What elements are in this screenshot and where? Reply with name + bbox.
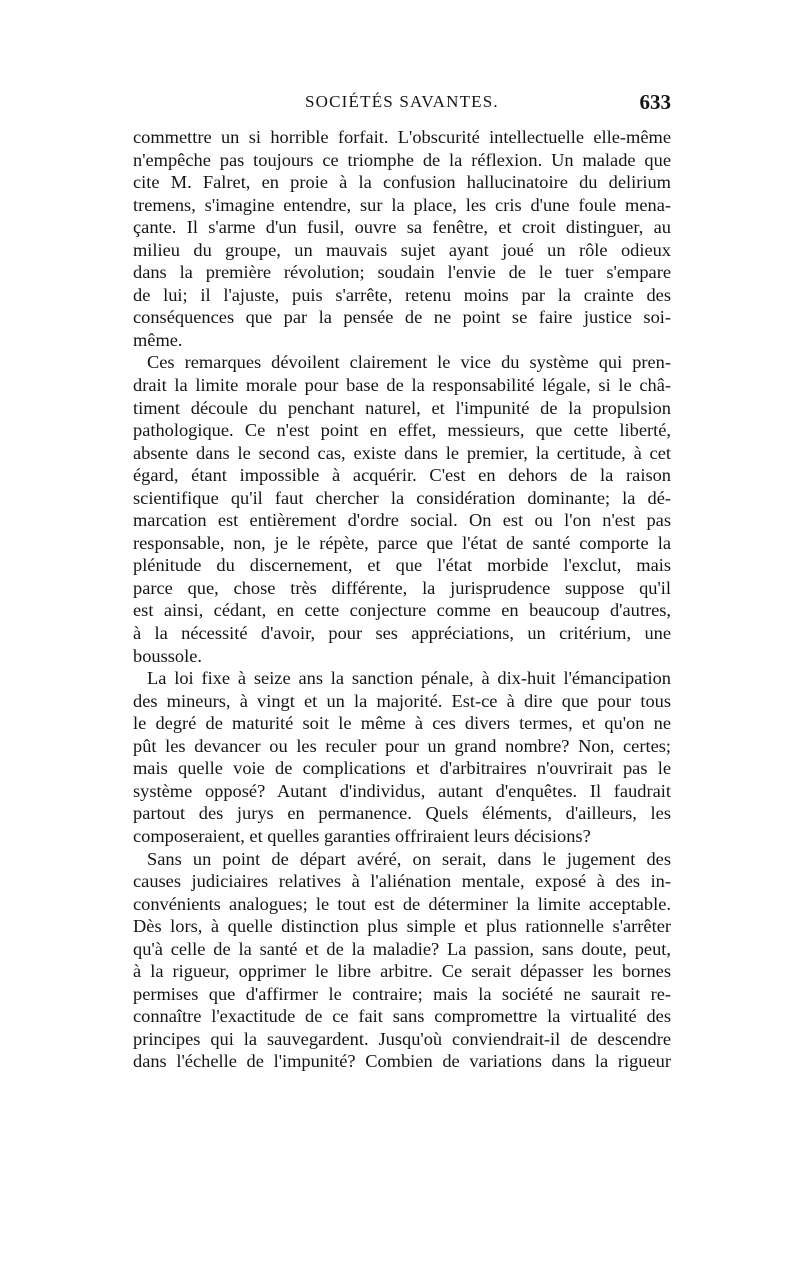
text-line: pathologique. Ce n'est point en effet, messieurs, que cette liberté, [133, 420, 671, 441]
text-line: drait la limite morale pour base de la responsabilité légale, si le châ- [133, 375, 671, 396]
paragraph-first-line: Ces remarques dévoilent clairement le vice du système qui pren- [147, 352, 671, 373]
text-line: principes qui la sauvegardent. Jusqu'où conviendrait-il de descendre [133, 1028, 671, 1049]
text-line: Dès lors, à quelle distinction plus simple et plus rationnelle s'arrêter [133, 916, 671, 937]
running-title: SOCIÉTÉS SAVANTES. [305, 92, 499, 111]
text-line: à la rigueur, opprimer le libre arbitre. Ce serait dépasser les bornes [133, 961, 671, 982]
text-line: dans la première révolution; soudain l'envie de le tuer s'empare [133, 262, 671, 283]
text-line: pût les devancer ou les reculer pour un grand nombre? Non, certes; [133, 735, 671, 756]
text-line: timent découle du penchant naturel, et l'impunité de la propulsion [133, 397, 671, 418]
paragraph-end-line: même. [133, 329, 183, 350]
text-line: qu'à celle de la santé et de la maladie? La passion, sans doute, peut, [133, 938, 671, 959]
paragraph-end-line: boussole. [133, 645, 202, 666]
text-line: permises que d'affirmer le contraire; mais la société ne saurait re- [133, 983, 671, 1004]
paragraph-first-line: Sans un point de départ avéré, on serait, dans le jugement des [147, 848, 671, 869]
running-header [133, 92, 671, 122]
text-line: parce que, chose très différente, la jurisprudence suppose qu'il [133, 577, 671, 598]
text-line: commettre un si horrible forfait. L'obscurité intellectuelle elle-même [133, 127, 671, 147]
text-line: de lui; il l'ajuste, puis s'arrête, retenu moins par la crainte des [133, 284, 671, 305]
text-line: çante. Il s'arme d'un fusil, ouvre sa fenêtre, et croit distinguer, au [133, 217, 671, 238]
paragraph-end-line: composeraient, et quelles garanties offriraient leurs décisions? [133, 825, 591, 846]
text-line: dans l'échelle de l'impunité? Combien de variations dans la rigueur [133, 1051, 671, 1072]
text-line: plénitude du discernement, et que l'état morbide l'exclut, mais [133, 555, 671, 576]
text-line: responsable, non, je le répète, parce que l'état de santé comporte la [133, 532, 671, 553]
text-line: absente dans le second cas, existe dans le premier, la certitude, à cet [133, 442, 671, 463]
text-line: à la nécessité d'avoir, pour ses appréciations, un critérium, une [133, 623, 671, 644]
text-line: connaître l'exactitude de ce fait sans compromettre la virtualité des [133, 1006, 671, 1027]
text-line: causes judiciaires relatives à l'aliénation mentale, exposé à des in- [133, 871, 671, 892]
paragraph-first-line: La loi fixe à seize ans la sanction pénale, à dix-huit l'émancipation [147, 668, 671, 689]
text-line: n'empêche pas toujours ce triomphe de la réflexion. Un malade que [133, 149, 671, 170]
text-line: système opposé? Autant d'individus, autant d'enquêtes. Il faudrait [133, 780, 671, 801]
text-line: marcation est entièrement d'ordre social. On est ou l'on n'est pas [133, 510, 671, 531]
text-line: le degré de maturité soit le même à ces divers termes, et qu'on ne [133, 713, 671, 734]
text-line: est ainsi, cédant, en cette conjecture comme en beaucoup d'autres, [133, 600, 671, 621]
text-line: convénients analogues; le tout est de déterminer la limite acceptable. [133, 893, 671, 914]
text-line: partout des jurys en permanence. Quels éléments, d'ailleurs, les [133, 803, 671, 824]
text-line: cite M. Falret, en proie à la confusion hallucinatoire du delirium [133, 172, 671, 193]
text-line: égard, étant impossible à acquérir. C'est en dehors de la raison [133, 465, 671, 486]
text-line: des mineurs, à vingt et un la majorité. Est-ce à dire que pour tous [133, 690, 671, 711]
text-line: mais quelle voie de complications et d'arbitraires n'ouvrirait pas le [133, 758, 671, 779]
body-text [133, 126, 671, 1073]
text-line: milieu du groupe, un mauvais sujet ayant joué un rôle odieux [133, 239, 671, 260]
text-line: conséquences que par la pensée de ne point se faire justice soi- [133, 307, 671, 328]
page-number: 633 [639, 90, 671, 114]
text-line: tremens, s'imagine entendre, sur la place, les cris d'une foule mena- [133, 194, 671, 215]
text-line: scientifique qu'il faut chercher la considération dominante; la dé- [133, 487, 671, 508]
